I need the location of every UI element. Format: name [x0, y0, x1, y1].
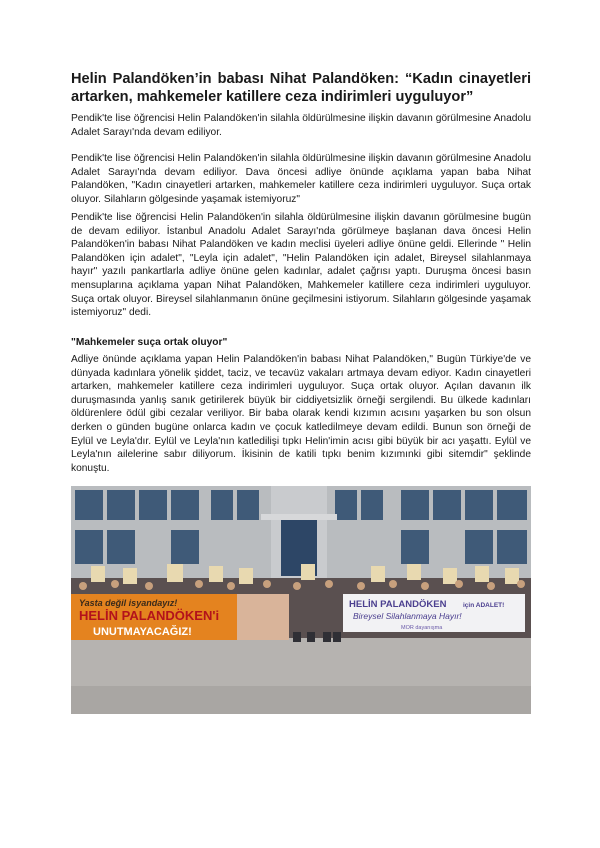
- banner-right: [343, 594, 525, 632]
- banner-right-small-text: için ADALET!: [463, 602, 505, 609]
- banner-right-name-text: HELİN PALANDÖKEN: [349, 599, 447, 610]
- banner-right-sign-text: MOR dayanışma: [401, 625, 443, 631]
- banner-left-bottom-text: UNUTMAYACAĞIZ!: [93, 626, 192, 638]
- banner-right-line2-text: Bireysel Silahlanmaya Hayır!: [353, 611, 462, 621]
- paragraph-quote: Adliye önünde açıklama yapan Helin Palandöken'in babası Nihat Palandöken," Bugün Türkiye'de ve dünyada kadınlara yönelik şiddet, taciz, ve tecavüz vakaları artmaya devam ediyor. Kadın cinayetleri artarken, mahkemeler katillere ceza indirimleri uyguluyor. Suça ortak oluyor. Açılan davanın ilk duruşmasında yanlış sanık getirilerek büyük bir ciddiyetsizlik örneği sergilendi. Bu ülkede kadınları öldürenlere ödül gibi cezalar veriliyor. Bir baba olarak kendi kızımın acısını yaşarken bu son olsun derken o günden bugüne onlarca kadın ve çocuk katledilmeye devam edildi. Bunun son örneği de Eylül ve Leyla'dır. Eylül ve Leyla'nın katledilişi tıpkı Helin'imin acısı gibi büyük bir acı yaşattı. Eylül ve Leyla'nın ailelerine sabır diliyorum. İkisinin de katili tıpkı benim kızımınki gibi sitemdir" şeklinde konuştu.: [71, 354, 531, 474]
- paragraph-summary: Pendik'te lise öğrencisi Helin Palandöken'in silahla öldürülmesine ilişkin davanın görülmesine Anadolu Adalet Sarayı'nda devam ediliyor. Dava öncesi adliye önünde açıklama yapan baba Nihat Palandöken, "Kadın cinayetleri artarken, mahkemeler katillere ceza indirimleri uyguluyor. Suça ortak oluyor. Silahların gölgesinde yaşamak istemiyoruz": [71, 153, 531, 205]
- paragraph-lead: Pendik'te lise öğrencisi Helin Palandöken'in silahla öldürülmesine ilişkin davanın görülmesine Anadolu Adalet Sarayı'nda devam ediliyor.: [71, 113, 531, 138]
- banner-left-name-text: HELİN PALANDÖKEN'i: [79, 608, 220, 623]
- article-title: Helin Palandöken’in babası Nihat Palandöken: “Kadın cinayetleri artarken, mahkemeler katillere ceza indirimleri uyguluyor”: [71, 71, 531, 105]
- banner-left: [71, 594, 289, 640]
- paragraph-body: Pendik'te lise öğrencisi Helin Palandöken'in silahla öldürülmesine ilişkin davanın görülmesine bugün de devam ediliyor. İstanbul Anadolu Adalet Sarayı'nda görülmeye başlanan dava öncesi Helin Palandöken'in babası Nihat Palandöken ve kadın meclisi üyeleri adliye önüne geldi. Ellerinde " Helin Palandöken için adalet", "Leyla için adalet", "Helin Palandöken için adalet, Bireysel silahlanmaya hayır" yazılı pankartlarla adliye önüne gelen kadınlar, adalet çağrısı yaptı. Duruşma öncesi basın mensuplarına açıklama yapan Nihat Palandöken, Mahkemeler katillere ceza indirimleri uyguluyor. Suça ortak oluyor. Bireysel silahlanmanın önüne geçilmesini istiyorum. Silahların gölgesinde yaşamak istemiyoruz" dedi.: [71, 212, 531, 319]
- banner-left-top-text: Yasta değil isyandayız!: [79, 598, 178, 608]
- protest-photo: [71, 486, 531, 714]
- subheading: "Mahkemeler suça ortak oluyor": [71, 337, 228, 348]
